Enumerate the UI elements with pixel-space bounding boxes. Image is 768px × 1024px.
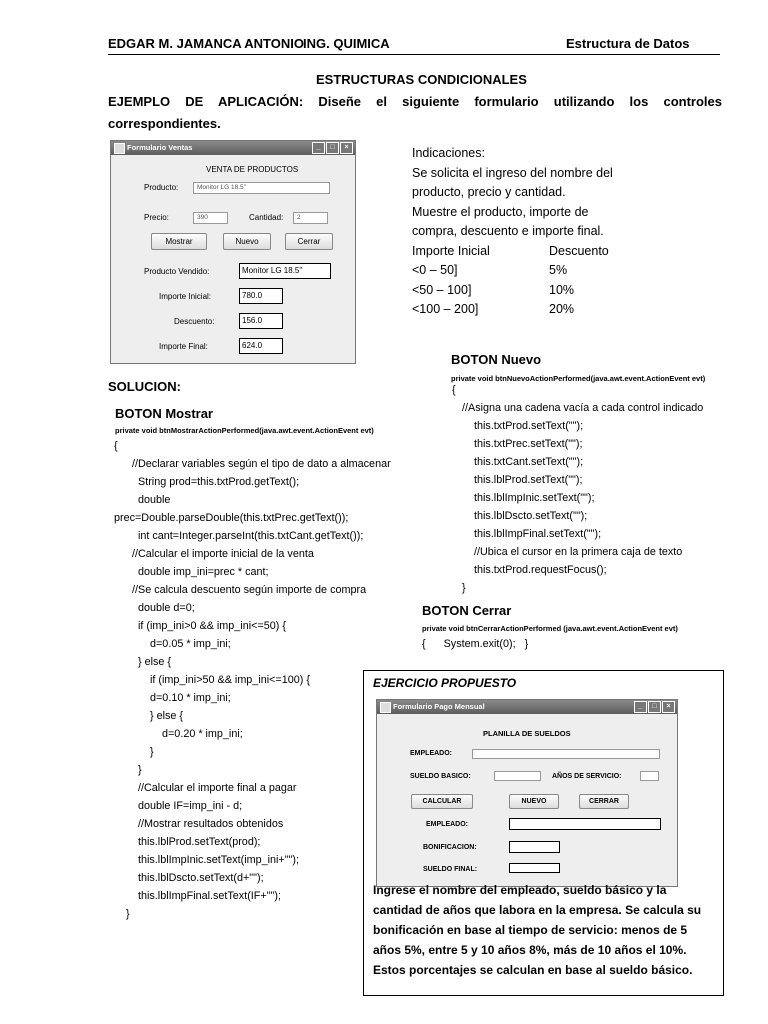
- code-line: //Declarar variables según el tipo de dato a almacenar: [132, 458, 391, 470]
- out-sueldo-final: [509, 863, 560, 873]
- ventas-window: [110, 140, 356, 364]
- nuevo-button[interactable]: NUEVO: [509, 794, 559, 809]
- indicaciones-line: Muestre el producto, importe de: [412, 204, 589, 219]
- vendido-output: Monitor LG 18.5": [239, 263, 331, 279]
- inicial-output: 780.0: [239, 288, 283, 304]
- code-line: }: [138, 764, 142, 776]
- description-line: Ingrese el nombre del empleado, sueldo básico y la: [373, 883, 667, 897]
- code-line: //Ubica el cursor en la primera caja de texto: [474, 546, 683, 558]
- vendido-label: Producto Vendido:: [144, 267, 210, 276]
- nuevo-button[interactable]: Nuevo: [223, 233, 271, 250]
- cerrar-code: { System.exit(0); }: [422, 638, 529, 650]
- table-header-descuento: Descuento: [549, 243, 609, 258]
- code-line: {: [114, 440, 118, 452]
- code-line: //Calcular el importe final a pagar: [138, 782, 297, 794]
- code-line: d=0.10 * imp_ini;: [150, 692, 231, 704]
- calcular-button[interactable]: CALCULAR: [411, 794, 473, 809]
- indicaciones-line: compra, descuento e importe final.: [412, 224, 604, 238]
- code-line: //Asigna una cadena vacía a cada control indicado: [462, 402, 704, 414]
- mostrar-code: [114, 437, 391, 923]
- cerrar-signature: private void btnCerrarActionPerformed (java.awt.event.ActionEvent evt): [422, 624, 678, 633]
- out-bonificacion: [509, 841, 560, 853]
- mostrar-title: BOTON Mostrar: [115, 406, 213, 421]
- header-course: Estructura de Datos: [566, 36, 690, 51]
- page-title: ESTRUCTURAS CONDICIONALES: [316, 72, 527, 87]
- table-row: [412, 300, 613, 320]
- close-icon[interactable]: ×: [340, 142, 353, 154]
- maximize-icon[interactable]: □: [648, 701, 661, 713]
- precio-label: Precio:: [144, 213, 169, 222]
- window-app-icon: [380, 702, 391, 713]
- code-line: }: [126, 908, 130, 920]
- cerrar-title: BOTON Cerrar: [422, 603, 512, 618]
- out-sueldo-final-label: SUELDO FINAL:: [423, 866, 478, 873]
- empleado-label: EMPLEADO:: [410, 750, 452, 757]
- code-line: this.txtCant.setText("");: [474, 456, 584, 468]
- minimize-icon[interactable]: _: [634, 701, 647, 713]
- producto-input[interactable]: Monitor LG 18.5": [193, 182, 330, 194]
- anios-servicio-label: AÑOS DE SERVICIO:: [552, 773, 622, 780]
- code-line: this.lblImpInic.setText(imp_ini+"");: [138, 854, 299, 866]
- sueldo-basico-label: SUELDO BASICO:: [410, 773, 471, 780]
- anios-servicio-input[interactable]: [640, 771, 659, 781]
- ejercicio-box: [363, 670, 724, 996]
- out-empleado: [509, 818, 661, 830]
- sueldo-basico-input[interactable]: [494, 771, 541, 781]
- code-line: String prod=this.txtProd.getText();: [138, 476, 300, 488]
- maximize-icon[interactable]: □: [326, 142, 339, 154]
- ventas-window-title: Formulario Ventas: [127, 143, 193, 152]
- window-app-icon: [114, 143, 125, 154]
- final-label: Importe Final:: [159, 342, 208, 351]
- table-header-importe: Importe Inicial: [412, 243, 490, 258]
- table-cell: <0 – 50]: [412, 263, 458, 277]
- code-line: if (imp_ini>0 && imp_ini<=50) {: [138, 620, 286, 632]
- out-empleado-label: EMPLEADO:: [426, 821, 468, 828]
- pago-window: [376, 699, 678, 887]
- code-line: //Calcular el importe inicial de la venta: [132, 548, 314, 560]
- solucion-heading: SOLUCION:: [108, 379, 181, 394]
- inicial-label: Importe Inicial:: [159, 292, 212, 301]
- description-line: bonificación en base al tiempo de servicio: menos de 5: [373, 923, 688, 937]
- nuevo-title: BOTON Nuevo: [451, 352, 542, 367]
- table-cell: <100 – 200]: [412, 302, 479, 316]
- precio-input[interactable]: 390: [193, 212, 228, 224]
- cantidad-label: Cantidad:: [249, 213, 284, 222]
- code-line: this.txtProd.requestFocus();: [474, 564, 607, 576]
- minimize-icon[interactable]: _: [312, 142, 325, 154]
- code-line: int cant=Integer.parseInt(this.txtCant.getText());: [138, 530, 364, 542]
- description-line: cantidad de años que labora en la empresa. Se calcula su: [373, 903, 702, 917]
- indicaciones-line: Se solicita el ingreso del nombre del: [412, 165, 613, 180]
- code-line: this.lblImpFinal.setText(IF+"");: [138, 890, 281, 902]
- producto-label: Producto:: [144, 183, 179, 192]
- intro-line-2: correspondientes.: [108, 116, 221, 131]
- table-row: [412, 281, 613, 301]
- code-line: } else {: [150, 710, 184, 722]
- code-line: {: [452, 384, 456, 396]
- header-divider: [108, 54, 720, 55]
- table-cell: 5%: [549, 263, 568, 277]
- code-line: this.lblDscto.setText("");: [474, 510, 588, 522]
- code-line: d=0.20 * imp_ini;: [162, 728, 243, 740]
- indicaciones: [412, 144, 613, 320]
- planilla-heading: PLANILLA DE SUELDOS: [483, 729, 571, 738]
- code-line: double: [138, 494, 171, 506]
- code-line: prec=Double.parseDouble(this.txtPrec.getText());: [114, 512, 349, 524]
- pago-window-title: Formulario Pago Mensual: [393, 702, 485, 711]
- code-line: //Mostrar resultados obtenidos: [138, 818, 284, 830]
- header-career: ING. QUIMICA: [303, 36, 390, 51]
- code-line: this.txtProd.setText("");: [474, 420, 584, 432]
- ventas-heading: VENTA DE PRODUCTOS: [206, 165, 299, 174]
- header-author: EDGAR M. JAMANCA ANTONIO: [108, 36, 304, 51]
- indicaciones-line: Indicaciones:: [412, 146, 485, 160]
- nuevo-signature: private void btnNuevoActionPerformed(java.awt.event.ActionEvent evt): [451, 374, 706, 383]
- ejercicio-title: EJERCICIO PROPUESTO: [373, 676, 517, 690]
- pago-titlebar: [377, 700, 677, 714]
- code-line: double imp_ini=prec * cant;: [138, 566, 269, 578]
- description-line: años 5%, entre 5 y 10 años 8%, más de 10 años el 10%.: [373, 943, 687, 957]
- code-line: }: [462, 582, 466, 594]
- code-line: if (imp_ini>50 && imp_ini<=100) {: [150, 674, 310, 686]
- discount-table-header: [412, 242, 613, 262]
- indicaciones-line: producto, precio y cantidad.: [412, 185, 566, 199]
- ventas-titlebar: [111, 141, 355, 155]
- descuento-output: 156.0: [239, 313, 283, 329]
- code-line: d=0.05 * imp_ini;: [150, 638, 231, 650]
- final-output: 624.0: [239, 338, 283, 354]
- nuevo-code: [452, 381, 703, 597]
- table-cell: <50 – 100]: [412, 282, 472, 297]
- code-line: //Se calcula descuento según importe de compra: [132, 584, 367, 596]
- mostrar-signature: private void btnMostrarActionPerformed(java.awt.event.ActionEvent evt): [115, 426, 374, 435]
- code-line: this.lblImpInic.setText("");: [474, 492, 595, 504]
- code-line: } else {: [138, 656, 172, 668]
- mostrar-button[interactable]: Mostrar: [151, 233, 207, 250]
- code-line: double IF=imp_ini - d;: [138, 800, 243, 812]
- table-row: [412, 261, 613, 281]
- close-icon[interactable]: ×: [662, 701, 675, 713]
- cerrar-button[interactable]: Cerrar: [285, 233, 333, 250]
- cantidad-input[interactable]: 2: [293, 212, 328, 224]
- empleado-input[interactable]: [472, 749, 660, 759]
- code-line: this.lblProd.setText(prod);: [138, 836, 261, 848]
- cerrar-button[interactable]: CERRAR: [579, 794, 629, 809]
- code-line: this.lblProd.setText("");: [474, 474, 583, 486]
- descuento-label: Descuento:: [174, 317, 215, 326]
- code-line: double d=0;: [138, 602, 195, 614]
- table-cell: 10%: [549, 282, 575, 297]
- code-line: this.lblImpFinal.setText("");: [474, 528, 602, 540]
- table-cell: 20%: [549, 302, 575, 316]
- code-line: }: [150, 746, 154, 758]
- out-bonificacion-label: BONIFICACION:: [423, 844, 477, 851]
- intro-line-1: EJEMPLO DE APLICACIÓN: Diseñe el siguiente formulario utilizando los controles: [108, 94, 722, 109]
- description-line: Estos porcentajes se calculan en base al sueldo básico.: [373, 963, 693, 977]
- code-line: this.txtPrec.setText("");: [474, 438, 583, 450]
- ejercicio-description: [373, 880, 701, 980]
- code-line: this.lblDscto.setText(d+"");: [138, 872, 264, 884]
